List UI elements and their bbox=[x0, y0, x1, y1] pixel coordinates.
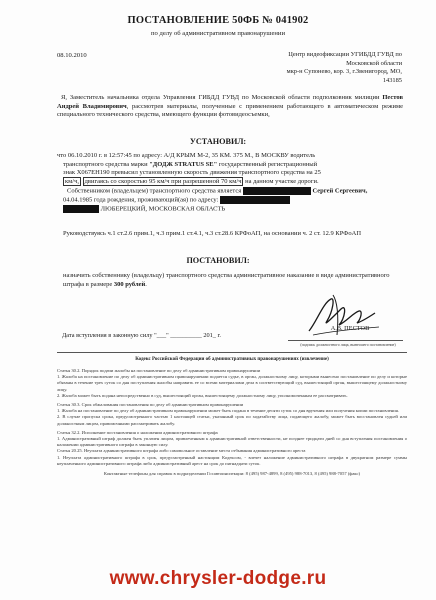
issuing-center-address bbox=[252, 51, 402, 85]
established-paragraph bbox=[57, 152, 407, 214]
article-2025-p1: 1. Неуплата административного штрафа в срок, предусмотренный настоящим Кодексом, - влечет наложение административного штрафа в двукратном размере суммы неуплаченного административного штрафа либо административный арест на срок до пятнадцати суток. bbox=[57, 454, 407, 466]
vehicle-model: "ДОДЖ STRATUS SE" bbox=[149, 160, 218, 168]
divider bbox=[57, 352, 407, 353]
decided-heading: ПОСТАНОВИЛ: bbox=[186, 256, 250, 265]
article-2025-title: Статья 20.25. Неуплата административного штрафа либо самовольное оставление места отбывания административного ареста bbox=[57, 448, 306, 454]
contact-phones: Контактные телефоны для справок в подразделении Госавтоинспекции: 8 (495) 987-4899, 8 (495) 988-7013, 8 (495) 988-7057 (факс) bbox=[103, 471, 361, 477]
site-watermark: www.chrysler-dodge.ru bbox=[109, 568, 327, 589]
code-title: Кодекс Российской Федерации об административных правонарушениях (извлечение) bbox=[135, 357, 329, 362]
owner-address: ЛЮБЕРЕЦКИЙ, МОСКОВСКАЯ ОБЛАСТЬ bbox=[100, 205, 226, 213]
article-302-p2: 2. Жалоба может быть подана непосредственно в суд, вышестоящий орган, вышестоящему должностному лицу, уполномоченным ее рассматривать. bbox=[57, 392, 348, 398]
intro-paragraph bbox=[57, 94, 403, 120]
article-302-title: Статья 30.2. Порядок подачи жалобы на постановление по делу об административном правонарушении bbox=[57, 368, 261, 373]
center-line: мкр-н Супонево, кор. 3, г.Звенигород, МО, bbox=[286, 68, 402, 76]
owner-line bbox=[57, 187, 407, 196]
article-303-p2: 2. В случае пропуска срока, предусмотренного частью 1 настоящей статьи, указанный срок по ходатайству лица, подающего жалобу, может быть восстановлен судьей или должностным лицом, правомочными рассматривать жалобу. bbox=[57, 414, 407, 426]
vehicle-line-text: транспортного средства марки bbox=[63, 160, 150, 168]
owner-birth-text: 04.04.1985 года рождения, проживающий(ая) по адресу: bbox=[63, 196, 219, 204]
center-line: 143185 bbox=[382, 76, 402, 84]
redacted-address-2 bbox=[63, 205, 99, 213]
center-line: Московской области bbox=[346, 59, 402, 67]
entry-date-blank: "___" __________ 201_ г. bbox=[154, 332, 221, 339]
event-line: что 06.10.2010 г. в 12:57:45 по адресу: А/Д КРЫМ М-2, 35 КМ. 375 М., В МОСКВУ водитель bbox=[57, 152, 316, 159]
owner-label: Собственником (владельцем) транспортного средства является bbox=[67, 187, 242, 195]
document-date: 08.10.2010 bbox=[57, 52, 87, 59]
signature-line bbox=[288, 340, 403, 341]
speed-boxed: двигаясь со скоростью 95 км/ч при разрешенной 70 км/ч bbox=[84, 178, 242, 186]
article-322-p1: 1. Административный штраф должен быть уплачен лицом, привлеченным к административной ответственности, не позднее тридцати дней со дня вступления постановления о наложении административного штрафа в законную силу. bbox=[57, 436, 407, 448]
article-303-p1: 1. Жалоба на постановление по делу об административном правонарушении может быть подана в течение десяти суток со дня вручения или получения копии постановления. bbox=[57, 408, 399, 414]
intro-text-tail: , рассмотрев материалы, полученные с применением работающего в автоматическом режиме специального технического средства, имеющего функции фотовидеосъемки, bbox=[57, 102, 403, 119]
redacted-address bbox=[220, 196, 290, 204]
speed-line bbox=[57, 178, 407, 187]
article-303-title: Статья 30.3. Срок обжалования постановления по делу об административном правонарушении bbox=[57, 402, 244, 408]
article-302-p1: 1. Жалоба на постановление по делу об административном правонарушении подается судье, в орган, должностному лицу, которыми вынесено постановление по делу и которые обязаны в течение трех суток со дня поступления жалобы направить ее со всеми материалами дела в соответствующий суд, вышестоящий орган, вышестоящему должностному лицу. bbox=[57, 374, 407, 392]
code-extract bbox=[57, 368, 407, 477]
entry-into-force bbox=[62, 332, 282, 339]
intro-text: Я, Заместитель начальника отдела Управления ГИБДД ГУВД по Московской области подполковник милиции bbox=[61, 94, 383, 101]
handwritten-signature bbox=[303, 291, 383, 341]
established-heading: УСТАНОВИЛ: bbox=[189, 137, 247, 146]
signer-caption: (подпись должностного лица, вынесшего постановление) bbox=[300, 343, 396, 347]
decided-paragraph bbox=[63, 272, 403, 289]
decided-text: назначить собственнику (владельцу) транспортного средства административное наказание в виде административного штрафа в размере bbox=[63, 272, 390, 288]
vehicle-line-tail: государственный регистрационный bbox=[217, 160, 318, 168]
center-line: Центр видеофиксации УГИБДД ГУВД по bbox=[288, 51, 402, 58]
speed-line-tail: на данном участке дороги. bbox=[243, 178, 319, 186]
plate-line: знак Х067ЕН190 превысил установленную скорость движения транспортного средства на 25 bbox=[63, 169, 321, 177]
decided-text-tail: . bbox=[145, 280, 147, 288]
owner-name: Сергей Сергеевич, bbox=[312, 187, 368, 195]
owner-address-line bbox=[57, 205, 407, 214]
document-subtitle: по делу об административном правонарушении bbox=[151, 30, 285, 37]
document-title: ПОСТАНОВЛЕНИЕ 50ФБ № 041902 bbox=[127, 15, 309, 26]
entry-label: Дата вступления в законную силу bbox=[62, 332, 153, 339]
vehicle-line bbox=[57, 161, 407, 170]
owner-birth-line bbox=[57, 196, 407, 205]
article-322-title: Статья 32.2. Исполнение постановления о наложении административного штрафа bbox=[57, 429, 218, 435]
speed-unit-boxed: км/ч, bbox=[65, 178, 79, 186]
signer-name: А.В. ПЕСТОВ bbox=[330, 325, 370, 332]
legal-basis: Руководствуясь ч.1 ст.2.6 прим.1, ч.3 прим.1 ст.4.1, ч.3 ст.28.6 КРФоАП, на основании ч. 2 ст. 12.9 КРФоАП bbox=[63, 230, 362, 237]
fine-amount: 300 рублей bbox=[113, 280, 146, 288]
redacted-surname bbox=[243, 187, 311, 195]
official-name: Пестов Андрей Владимирович bbox=[57, 94, 403, 110]
